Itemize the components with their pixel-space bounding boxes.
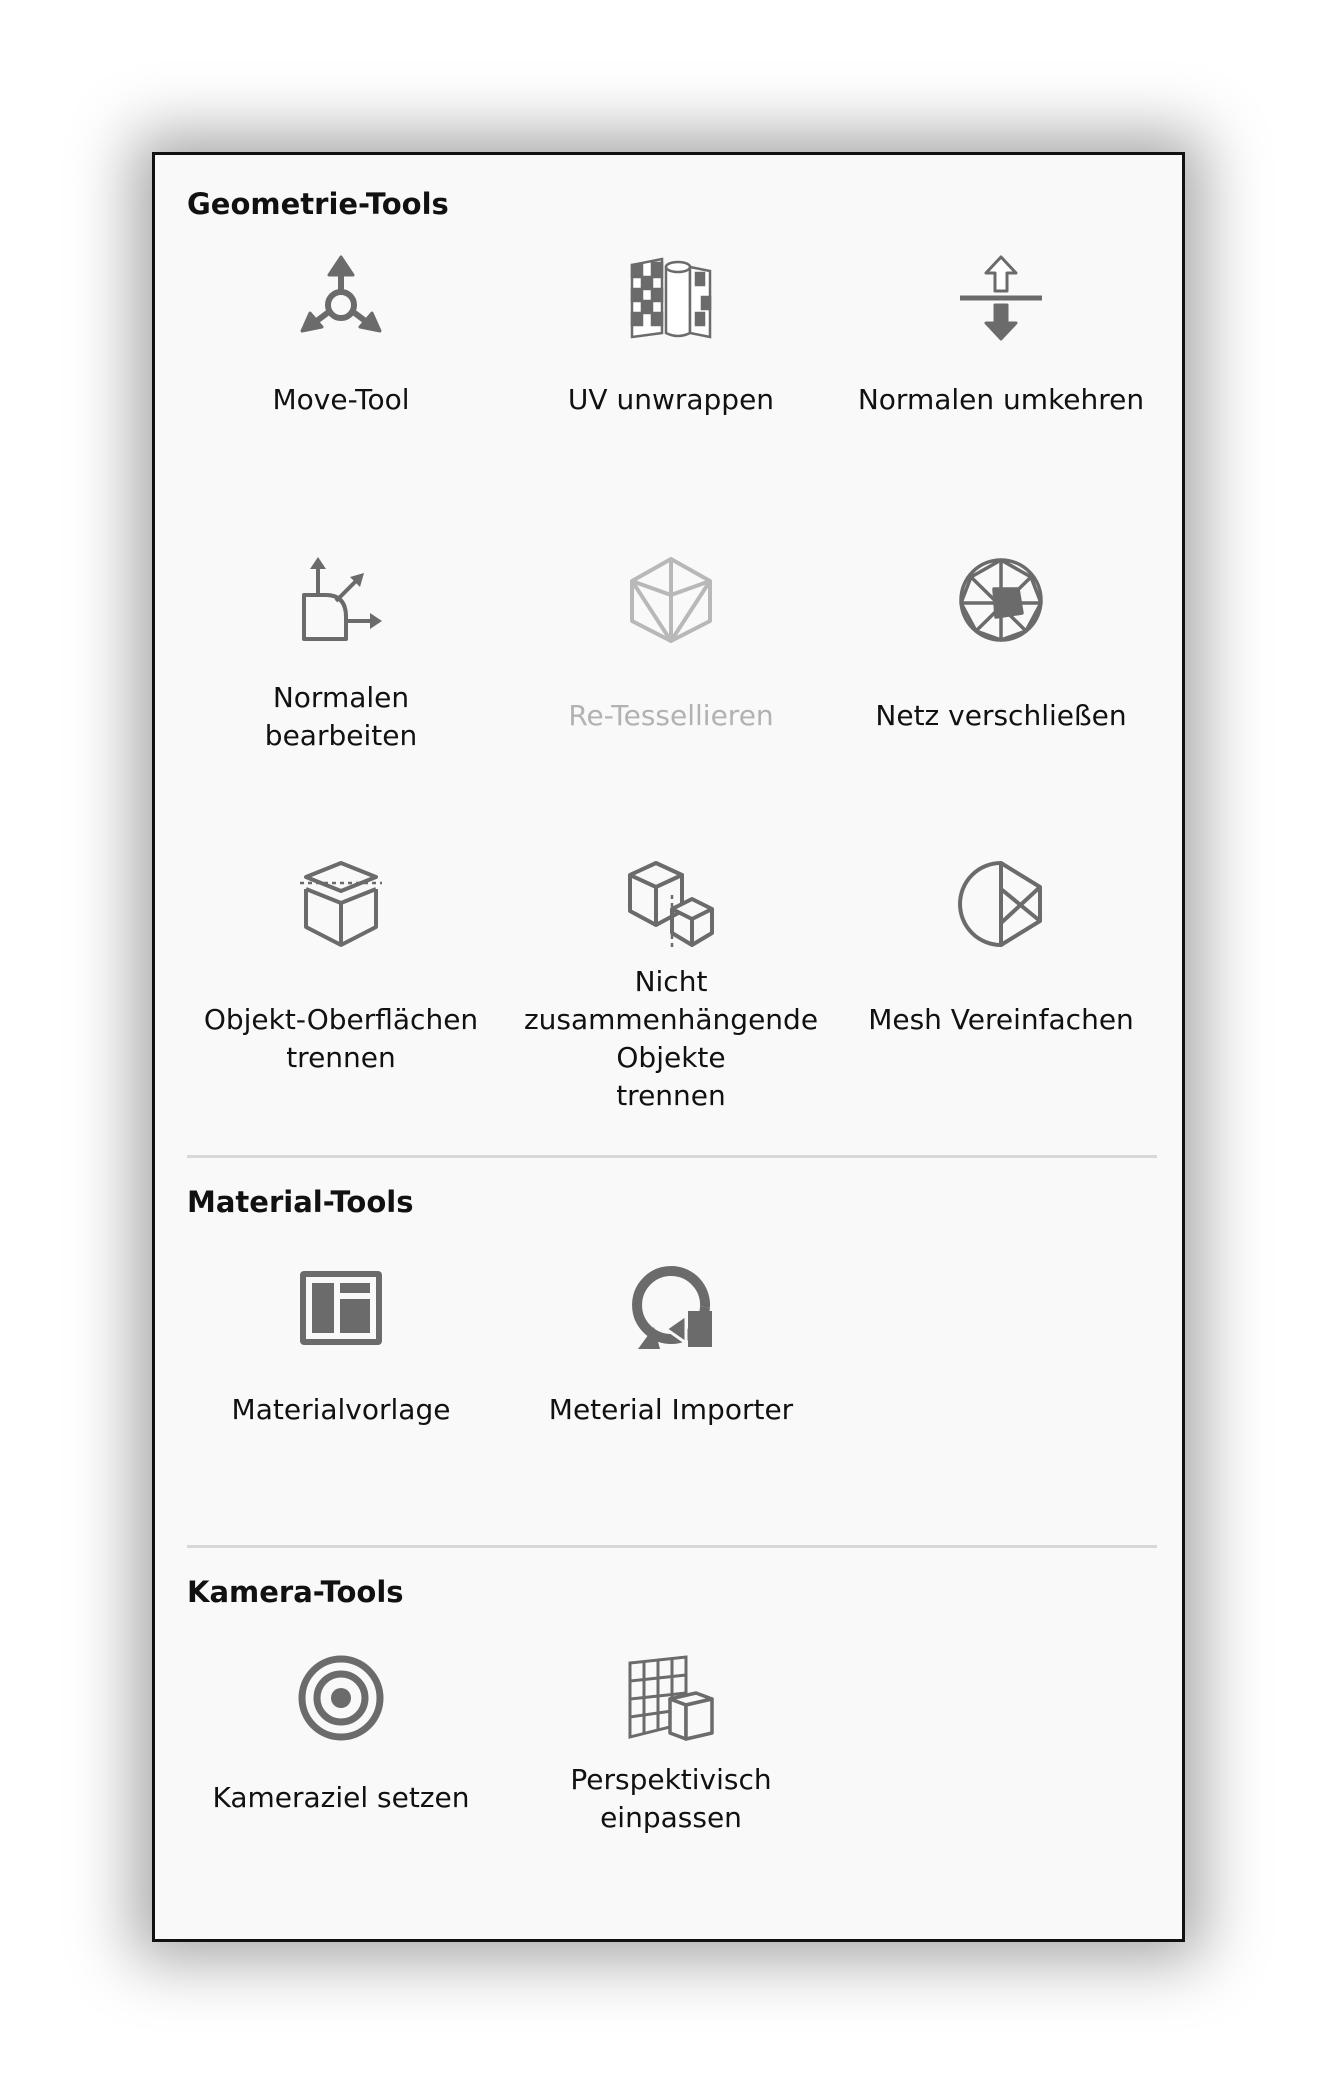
separate-disconnected-label: Nicht zusammenhängende Objekte trennen — [523, 965, 819, 1112]
material-importer-icon — [626, 1263, 716, 1353]
separate-disconnected-icon — [626, 859, 716, 949]
perspective-fit-label: Perspektivisch einpassen — [570, 1763, 772, 1834]
material-tools-title: Material-Tools — [187, 1185, 414, 1219]
camera-target-icon — [296, 1653, 386, 1743]
material-importer-button[interactable] — [521, 1263, 821, 1463]
simplify-mesh-label: Mesh Vereinfachen — [868, 1003, 1134, 1036]
separate-surfaces-button[interactable] — [191, 859, 491, 1139]
section-separator — [187, 1545, 1157, 1548]
camera-target-button[interactable] — [191, 1653, 491, 1873]
flip-normals-label: Normalen umkehren — [857, 383, 1145, 416]
perspective-fit-icon — [626, 1653, 716, 1743]
edit-normals-button[interactable] — [191, 555, 491, 795]
edit-normals-label: Normalen bearbeiten — [264, 681, 418, 752]
separate-surfaces-label: Objekt-Oberflächen trennen — [203, 1003, 479, 1074]
flip-normals-icon — [956, 253, 1046, 343]
move-tool-label: Move-Tool — [272, 383, 410, 416]
geometry-tools-title: Geometrie-Tools — [187, 187, 449, 221]
perspective-fit-button[interactable] — [521, 1653, 821, 1873]
edit-normals-icon — [296, 555, 386, 645]
close-mesh-icon — [956, 555, 1046, 645]
close-mesh-button[interactable] — [851, 555, 1151, 795]
camera-target-label: Kameraziel setzen — [212, 1781, 470, 1814]
section-separator — [187, 1155, 1157, 1158]
uv-unwrap-button[interactable] — [521, 253, 821, 453]
simplify-mesh-button[interactable] — [851, 859, 1151, 1139]
close-mesh-label: Netz verschließen — [875, 699, 1127, 732]
material-importer-label: Meterial Importer — [548, 1393, 794, 1426]
simplify-mesh-icon — [956, 859, 1046, 949]
uv-unwrap-icon — [626, 253, 716, 343]
material-template-icon — [296, 1263, 386, 1353]
separate-disconnected-button[interactable] — [521, 859, 821, 1139]
camera-tools-title: Kamera-Tools — [187, 1575, 404, 1609]
retessellate-button[interactable] — [521, 555, 821, 795]
separate-surfaces-icon — [296, 859, 386, 949]
retessellate-label: Re-Tessellieren — [568, 699, 774, 732]
material-template-button[interactable] — [191, 1263, 491, 1463]
uv-unwrap-label: UV unwrappen — [567, 383, 775, 416]
retessellate-icon — [626, 555, 716, 645]
material-template-label: Materialvorlage — [231, 1393, 451, 1426]
flip-normals-button[interactable] — [851, 253, 1151, 453]
move-tool-button[interactable] — [191, 253, 491, 453]
move-tool-icon — [296, 253, 386, 343]
tools-panel — [152, 152, 1185, 1942]
